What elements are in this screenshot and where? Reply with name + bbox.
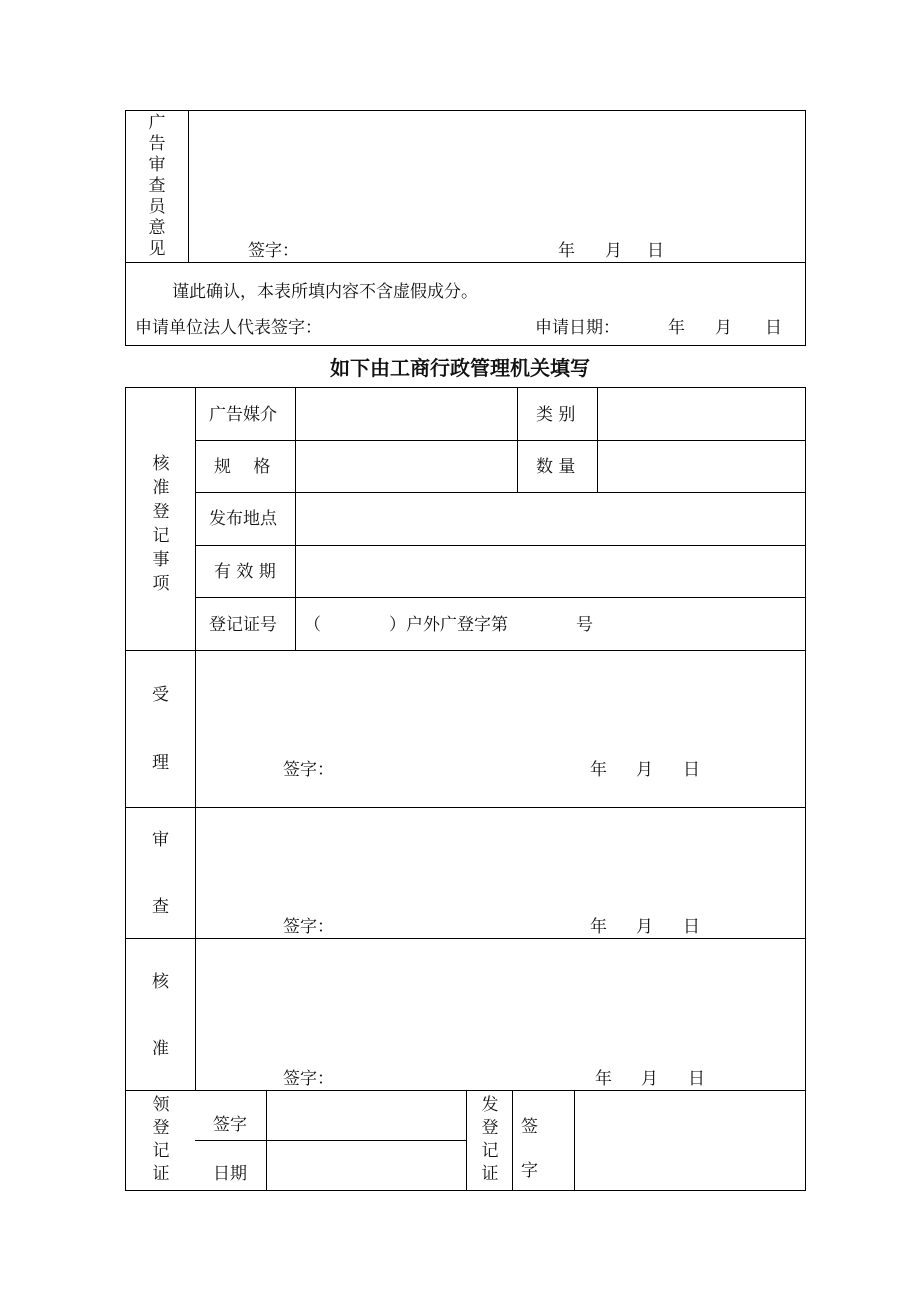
approve-date-month: 月 (641, 1069, 658, 1089)
review-sign-label: 签字： (283, 917, 334, 937)
media-field[interactable] (297, 389, 515, 438)
reviewer-sign-label: 签字： (248, 241, 299, 261)
accept-date-day: 日 (683, 760, 700, 780)
accept-sign-label: 签字： (283, 760, 334, 780)
apply-date-year: 年 (668, 318, 685, 338)
validity-label: 有 效 期 (214, 562, 276, 582)
cert-no-template: （ ）户外广登字第 号 (304, 615, 593, 635)
receive-date-label: 日期 (213, 1164, 247, 1184)
reviewer-opinion-label: 广 告 审 查 员 意 见 (148, 113, 166, 259)
approve-opinion-field[interactable] (197, 940, 803, 1088)
issue-sign-field[interactable] (576, 1092, 803, 1188)
reviewer-date-day: 日 (647, 241, 664, 261)
apply-date-month: 月 (715, 318, 732, 338)
approve-date-year: 年 (595, 1069, 612, 1089)
category-label: 类 别 (536, 405, 576, 425)
approval-items-label: 核 准 登 记 事 项 (152, 454, 170, 594)
section-title: 如下由工商行政管理机关填写 (330, 356, 590, 380)
approve-label-2: 准 (152, 1039, 169, 1059)
apply-date-day: 日 (765, 318, 782, 338)
accept-label-2: 理 (152, 753, 169, 773)
reviewer-date-year: 年 (558, 241, 575, 261)
confirm-statement: 谨此确认，本表所填内容不含虚假成分。 (172, 282, 478, 302)
accept-opinion-field[interactable] (197, 652, 803, 805)
issue-sign-label-1: 签 (521, 1117, 538, 1137)
reviewer-date-month: 月 (605, 241, 622, 261)
review-date-day: 日 (683, 917, 700, 937)
receive-sign-field[interactable] (268, 1092, 464, 1138)
receive-cert-label: 领 登 记 证 (152, 1095, 170, 1184)
issue-cert-label: 发 登 记 证 (481, 1095, 499, 1184)
validity-field[interactable] (297, 547, 803, 595)
reviewer-opinion-field[interactable] (190, 112, 804, 260)
review-date-month: 月 (636, 917, 653, 937)
review-label-1: 审 (152, 830, 169, 850)
review-label-2: 查 (152, 897, 169, 917)
issue-sign-label-2: 字 (521, 1161, 538, 1181)
media-label: 广告媒介 (209, 405, 277, 425)
legal-rep-sign-label: 申请单位法人代表签字： (135, 318, 322, 338)
quantity-label: 数 量 (536, 457, 576, 477)
receive-sign-label: 签字 (213, 1115, 247, 1135)
spec-field[interactable] (297, 442, 515, 490)
location-label: 发布地点 (209, 509, 277, 529)
apply-date-label: 申请日期： (535, 318, 620, 338)
receive-date-field[interactable] (268, 1142, 464, 1188)
location-field[interactable] (297, 494, 803, 543)
cert-no-label: 登记证号 (209, 615, 277, 635)
accept-date-month: 月 (636, 760, 653, 780)
accept-date-year: 年 (590, 760, 607, 780)
review-date-year: 年 (590, 917, 607, 937)
approve-date-day: 日 (688, 1069, 705, 1089)
category-field[interactable] (599, 389, 803, 438)
accept-label-1: 受 (152, 685, 169, 705)
spec-label: 规 格 (214, 457, 271, 477)
approve-label-1: 核 (152, 972, 169, 992)
approve-sign-label: 签字： (283, 1069, 334, 1089)
quantity-field[interactable] (599, 442, 803, 490)
